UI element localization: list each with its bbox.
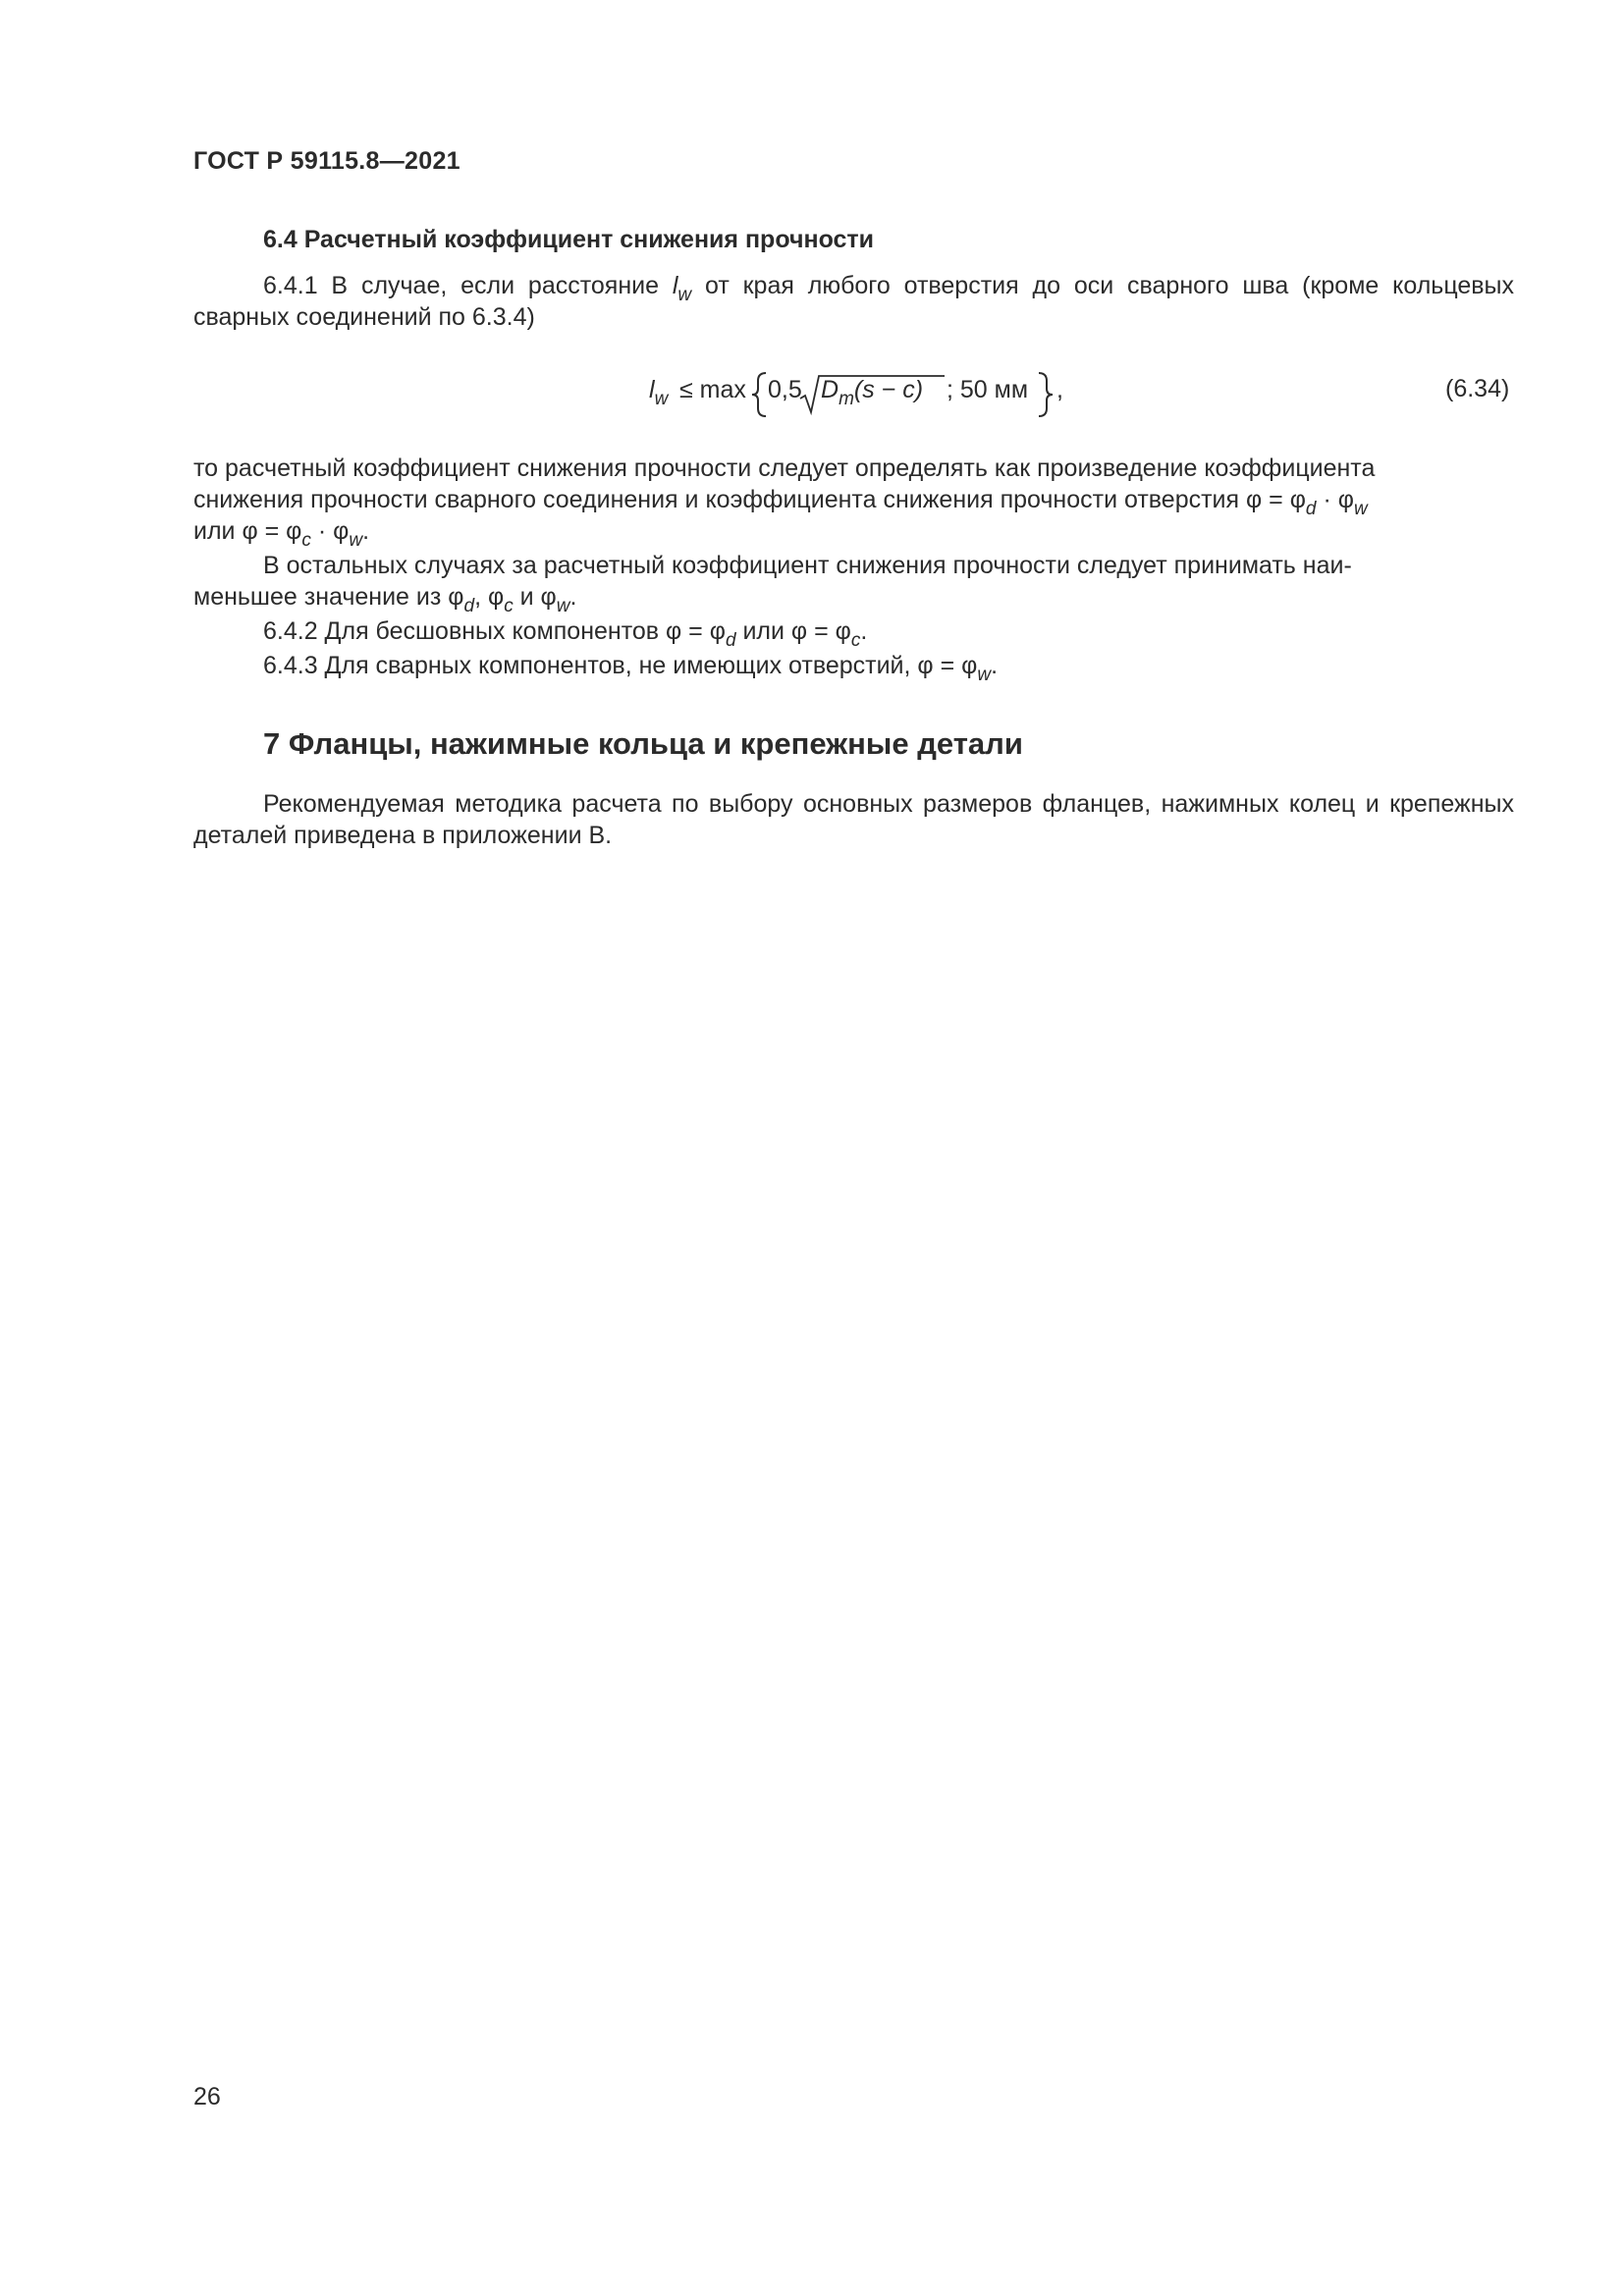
- formula-radicand: $D_m(s - c)$: [821, 376, 924, 409]
- formula-relation: ≤ max: [679, 376, 746, 403]
- equation-number: (6.34): [1445, 375, 1510, 402]
- section-6-4-title: 6.4 Расчетный коэффициент снижения прочности: [263, 226, 875, 253]
- paragraph-other-line-2: меньшее значение из $\varphi_d$, $\varphi_c$ и $\varphi_w$.: [193, 583, 577, 616]
- paragraph-other-line-1: В остальных случаях за расчетный коэффициент снижения прочности следует принимать наи-: [263, 552, 1352, 579]
- variable-l-subscript: w: [677, 285, 692, 305]
- variable-l: l: [672, 272, 678, 299]
- paragraph-6-4-2: 6.4.2 Для бесшовных компонентов $\varphi = \varphi_d$ или $\varphi = \varphi_c$.: [263, 617, 868, 651]
- right-brace: [1039, 373, 1053, 416]
- formula-trailing-comma: ,: [1056, 376, 1063, 403]
- paragraph-6-4-1: [193, 270, 1514, 333]
- page-number: 26: [193, 2083, 221, 2110]
- left-brace: [752, 373, 766, 416]
- paragraph-6-4-1-text-start: 6.4.1 В случае, если расстояние: [263, 272, 673, 299]
- formula-lhs: $l_w$: [649, 376, 669, 409]
- paragraph-7: Рекомендуемая методика расчета по выбору основных размеров фланцев, нажимных колец и крепежных деталей приведена в приложении В.: [193, 790, 1514, 849]
- paragraph-6-4-3: 6.4.3 Для сварных компонентов, не имеющих отверстий, $\varphi = \varphi_w$.: [263, 652, 999, 685]
- chapter-7-title: 7 Фланцы, нажимные кольца и крепежные детали: [263, 726, 1023, 761]
- formula-6-34: [643, 365, 1095, 424]
- formula-separator: ; 50 мм: [947, 376, 1029, 403]
- paragraph-6-4-1-text-end: от края любого отверстия до оси сварного шва (кроме кольцевых сварных соединений по 6.3.4): [193, 272, 1515, 331]
- document-header: ГОСТ Р 59115.8—2021: [193, 147, 460, 175]
- formula-coefficient: 0,5: [768, 376, 802, 403]
- paragraph-then-line-1: то расчетный коэффициент снижения прочности следует определять как произведение коэффициента: [193, 454, 1376, 482]
- paragraph-then-line-3: или $\varphi = \varphi_c \cdot \varphi_w$.: [193, 517, 370, 551]
- paragraph-then-line-2: снижения прочности сварного соединения и коэффициента снижения прочности отверстия $\varphi = \varphi_d \cdot \varphi_w$: [193, 486, 1368, 519]
